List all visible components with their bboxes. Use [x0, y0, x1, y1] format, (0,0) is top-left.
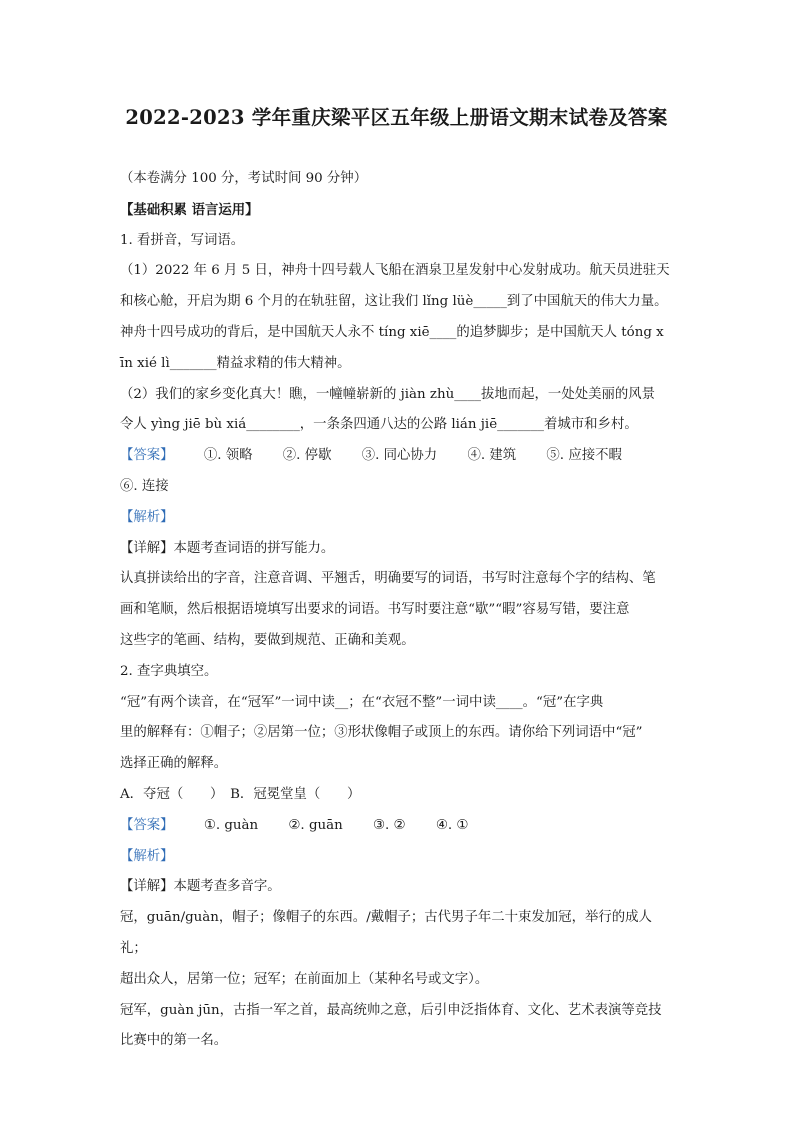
q2-detail: 【详解】本题考查多音字。: [120, 879, 281, 895]
q1-analysis-label: 【解析】: [120, 509, 174, 525]
q2-line-1: “冠”有两个读音，在“冠军”一词中读__；在“衣冠不整”一词中读____。“冠”在字典: [120, 694, 604, 710]
q2-explain-line-2: 超出众人，居第一位；冠军；在前面加上（某种名号或文字）。: [120, 971, 489, 987]
exam-note: （本卷满分 100 分，考试时间 90 分钟）: [120, 171, 368, 186]
q1-p1-line-4: īn xié lì_______精益求精的伟大精神。: [120, 355, 351, 371]
q1-stem: 1. 看拼音，写词语。: [120, 232, 245, 248]
q1-p2-line-2: 令人 yìng jiē bù xiá________，一条条四通八达的公路 lián jiē_______着城市和乡村。: [120, 417, 638, 433]
q2-answer-1: ①. guàn: [203, 817, 259, 833]
q1-answer-4: ④. 建筑: [467, 448, 517, 464]
document-title: 2022-2023 学年重庆梁平区五年级上册语文期末试卷及答案: [125, 106, 668, 129]
q2-answer-row: [120, 811, 675, 842]
q1-answer-label: 【答案】: [120, 448, 174, 464]
document-body: [120, 164, 675, 1057]
q1-explain-line-3: 这些字的笔画、结构，要做到规范、正确和美观。: [120, 632, 415, 648]
q2-explain-line-3: 冠军，guàn jūn，古指一军之首，最高统帅之意，后引申泛指体育、文化、艺术表演等竞技: [120, 1002, 662, 1018]
q2-explain-line-1: 冠，guān/guàn，帽子；像帽子的东西。/戴帽子；古代男子年二十束发加冠，举行的成人礼；: [120, 910, 652, 956]
q1-p1-line-3: 神舟十四号成功的背后，是中国航天人永不 tíng xiē____的追梦脚步；是中国航天人 tóng x: [120, 324, 664, 340]
q1-explain-line-1: 认真拼读给出的字音，注意音调、平翘舌，明确要写的词语，书写时注意每个字的结构、笔: [120, 571, 656, 587]
q2-answer-2: ②. guān: [288, 817, 343, 833]
q1-p2-line-1: （2）我们的家乡变化真大！瞧，一幢幢崭新的 jiàn zhù____拔地而起，一处处美丽的风景: [120, 386, 656, 402]
q1-answer-1: ①. 领略: [203, 448, 253, 464]
q2-answer-4: ④. ①: [435, 817, 469, 833]
q2-explain-line-4: 比赛中的第一名。: [120, 1033, 228, 1049]
q1-answer-2: ②. 停歇: [282, 448, 332, 464]
section-heading: 【基础积累 语言运用】: [120, 201, 259, 218]
q1-explain-line-2: 画和笔顺，然后根据语境填写出要求的词语。书写时要注意“歇”“暇”容易写错，要注意: [120, 602, 630, 618]
q2-stem: 2. 查字典填空。: [120, 663, 218, 679]
q1-answer-3: ③. 同心协力: [361, 448, 438, 464]
q2-line-2: 里的解释有：①帽子；②居第一位；③形状像帽子或顶上的东西。请你给下列词语中“冠”: [120, 725, 643, 741]
q1-p1-line-2: 和核心舱，开启为期 6 个月的在轨驻留，这让我们 lǐng lüè_____到了中国航天的伟大力量。: [120, 294, 668, 310]
q1-answer-row: [120, 441, 675, 472]
q2-answer-label: 【答案】: [120, 817, 174, 833]
q2-options: A．夺冠（ ） B．冠冕堂皇（ ）: [120, 786, 361, 802]
q1-answer-6: ⑥. 连接: [120, 478, 169, 494]
q1-detail: 【详解】本题考查词语的拼写能力。: [120, 540, 335, 556]
q1-p1-line-1: （1）2022 年 6 月 5 日，神舟十四号载人飞船在酒泉卫星发射中心发射成功。航天员进驻天: [120, 263, 670, 279]
q2-line-3: 选择正确的解释。: [120, 756, 228, 772]
q1-answer-5: ⑤. 应接不暇: [546, 448, 622, 464]
q2-analysis-label: 【解析】: [120, 848, 174, 864]
q2-answer-3: ③. ②: [373, 817, 406, 833]
